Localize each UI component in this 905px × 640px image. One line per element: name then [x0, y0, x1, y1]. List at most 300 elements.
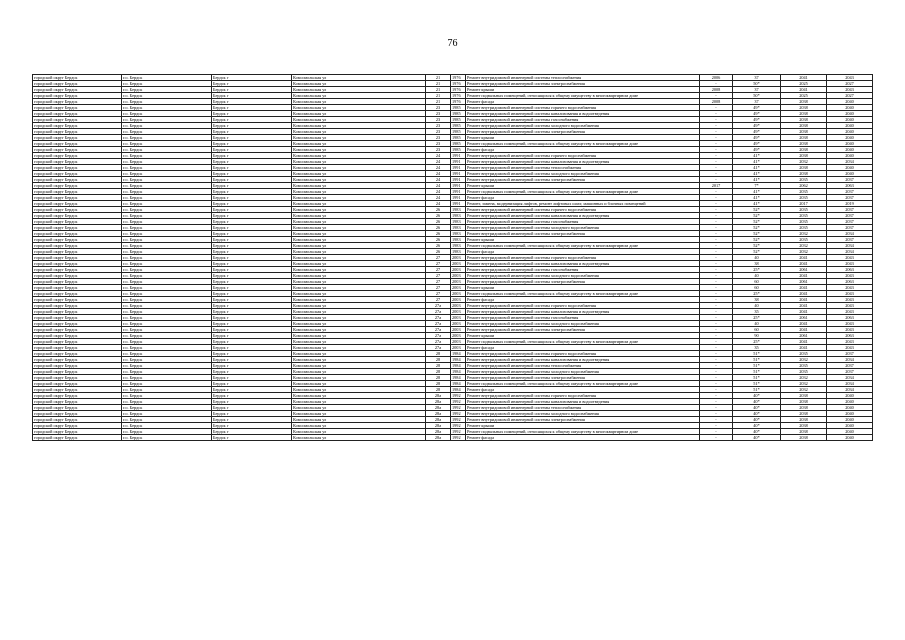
house-number-cell: 24 [426, 183, 451, 189]
wear-percent-cell: 41* [733, 201, 781, 207]
municipality-cell: городской округ Бердск [33, 207, 122, 213]
municipality-cell: городской округ Бердск [33, 261, 122, 267]
year-built-cell: 1985 [451, 147, 466, 153]
year-built-cell: 1992 [451, 393, 466, 399]
work-type-cell: Ремонт подвальных помещений, относящихся к общему имуществу в многоквартирном доме [466, 381, 700, 387]
street-cell: Комсомольская ул [292, 381, 426, 387]
plan-end-year-cell: 2043 [827, 345, 873, 351]
district-cell: г.о. Бердск [122, 267, 212, 273]
last-repair-year-cell: - [700, 285, 733, 291]
plan-start-year-cell: 2032 [781, 357, 827, 363]
year-built-cell: 1976 [451, 99, 466, 105]
street-cell: Комсомольская ул [292, 291, 426, 297]
municipality-cell: городской округ Бердск [33, 381, 122, 387]
settlement-cell: Бердск г [212, 249, 292, 255]
year-built-cell: 1991 [451, 183, 466, 189]
municipality-cell: городской округ Бердск [33, 159, 122, 165]
settlement-cell: Бердск г [212, 381, 292, 387]
last-repair-year-cell: - [700, 411, 733, 417]
year-built-cell: 1985 [451, 123, 466, 129]
settlement-cell: Бердск г [212, 177, 292, 183]
last-repair-year-cell: - [700, 177, 733, 183]
plan-end-year-cell: 2034 [827, 159, 873, 165]
work-type-cell: Ремонт фасада [466, 345, 700, 351]
plan-end-year-cell: 2063 [827, 315, 873, 321]
municipality-cell: городской округ Бердск [33, 309, 122, 315]
settlement-cell: Бердск г [212, 291, 292, 297]
work-type-cell: Ремонт внутридомовой инженерной системы газоснабжения [466, 315, 700, 321]
district-cell: г.о. Бердск [122, 147, 212, 153]
plan-start-year-cell: 2025 [781, 81, 827, 87]
house-number-cell: 28 [426, 357, 451, 363]
house-number-cell: 28 [426, 369, 451, 375]
last-repair-year-cell: - [700, 339, 733, 345]
year-built-cell: 1991 [451, 171, 466, 177]
year-built-cell: 2003 [451, 327, 466, 333]
last-repair-year-cell: - [700, 153, 733, 159]
last-repair-year-cell: - [700, 267, 733, 273]
plan-end-year-cell: 2040 [827, 399, 873, 405]
last-repair-year-cell: - [700, 255, 733, 261]
wear-percent-cell: 51* [733, 381, 781, 387]
last-repair-year-cell: - [700, 159, 733, 165]
street-cell: Комсомольская ул [292, 111, 426, 117]
table-body [33, 75, 873, 441]
house-number-cell: 28 [426, 387, 451, 393]
district-cell: г.о. Бердск [122, 261, 212, 267]
settlement-cell: Бердск г [212, 411, 292, 417]
year-built-cell: 1992 [451, 423, 466, 429]
plan-start-year-cell: 2032 [781, 243, 827, 249]
street-cell: Комсомольская ул [292, 309, 426, 315]
plan-start-year-cell: 2038 [781, 117, 827, 123]
capital-repair-table [32, 74, 873, 441]
house-number-cell: 28 [426, 381, 451, 387]
street-cell: Комсомольская ул [292, 117, 426, 123]
district-cell: г.о. Бердск [122, 243, 212, 249]
wear-percent-cell: 51* [733, 363, 781, 369]
house-number-cell: 28а [426, 399, 451, 405]
last-repair-year-cell: - [700, 399, 733, 405]
plan-end-year-cell: 2040 [827, 141, 873, 147]
last-repair-year-cell: - [700, 171, 733, 177]
plan-start-year-cell: 2038 [781, 417, 827, 423]
year-built-cell: 1984 [451, 375, 466, 381]
house-number-cell: 27 [426, 261, 451, 267]
plan-start-year-cell: 2041 [781, 297, 827, 303]
plan-end-year-cell: 2040 [827, 99, 873, 105]
plan-end-year-cell: 2040 [827, 111, 873, 117]
plan-end-year-cell: 2037 [827, 237, 873, 243]
settlement-cell: Бердск г [212, 183, 292, 189]
plan-start-year-cell: 2032 [781, 375, 827, 381]
plan-end-year-cell: 2040 [827, 153, 873, 159]
settlement-cell: Бердск г [212, 201, 292, 207]
year-built-cell: 1992 [451, 429, 466, 435]
work-type-cell: Ремонт внутридомовой инженерной системы теплоснабжения [466, 363, 700, 369]
municipality-cell: городской округ Бердск [33, 147, 122, 153]
wear-percent-cell: 51* [733, 351, 781, 357]
year-built-cell: 1985 [451, 105, 466, 111]
house-number-cell: 27а [426, 315, 451, 321]
district-cell: г.о. Бердск [122, 87, 212, 93]
wear-percent-cell: 49* [733, 111, 781, 117]
year-built-cell: 2003 [451, 291, 466, 297]
wear-percent-cell: 41* [733, 177, 781, 183]
district-cell: г.о. Бердск [122, 345, 212, 351]
plan-start-year-cell: 2061 [781, 315, 827, 321]
house-number-cell: 21 [426, 87, 451, 93]
plan-start-year-cell: 2025 [781, 93, 827, 99]
work-type-cell: Ремонт внутридомовой инженерной системы горячего водоснабжения [466, 105, 700, 111]
house-number-cell: 26 [426, 219, 451, 225]
plan-start-year-cell: 2035 [781, 189, 827, 195]
year-built-cell: 1992 [451, 411, 466, 417]
year-built-cell: 1992 [451, 435, 466, 441]
municipality-cell: городской округ Бердск [33, 165, 122, 171]
plan-end-year-cell: 2027 [827, 93, 873, 99]
settlement-cell: Бердск г [212, 309, 292, 315]
plan-end-year-cell: 2043 [827, 327, 873, 333]
district-cell: г.о. Бердск [122, 411, 212, 417]
work-type-cell: Ремонт внутридомовой инженерной системы канализования и водоотведения [466, 213, 700, 219]
work-type-cell: Ремонт внутридомовой инженерной системы канализования и водоотведения [466, 399, 700, 405]
work-type-cell: Ремонт внутридомовой инженерной системы канализования и водоотведения [466, 309, 700, 315]
plan-end-year-cell: 2043 [827, 291, 873, 297]
district-cell: г.о. Бердск [122, 183, 212, 189]
plan-end-year-cell: 2037 [827, 225, 873, 231]
municipality-cell: городской округ Бердск [33, 345, 122, 351]
street-cell: Комсомольская ул [292, 183, 426, 189]
settlement-cell: Бердск г [212, 159, 292, 165]
work-type-cell: Ремонт подвальных помещений, относящихся к общему имуществу в многоквартирном доме [466, 189, 700, 195]
district-cell: г.о. Бердск [122, 249, 212, 255]
street-cell: Комсомольская ул [292, 147, 426, 153]
municipality-cell: городской округ Бердск [33, 249, 122, 255]
house-number-cell: 27а [426, 303, 451, 309]
wear-percent-cell: 49* [733, 147, 781, 153]
street-cell: Комсомольская ул [292, 81, 426, 87]
plan-end-year-cell: 2043 [827, 339, 873, 345]
last-repair-year-cell: - [700, 381, 733, 387]
municipality-cell: городской округ Бердск [33, 273, 122, 279]
wear-percent-cell: 52* [733, 225, 781, 231]
plan-start-year-cell: 2038 [781, 105, 827, 111]
house-number-cell: 27а [426, 339, 451, 345]
year-built-cell: 2003 [451, 345, 466, 351]
plan-end-year-cell: 2034 [827, 243, 873, 249]
wear-percent-cell: 60 [733, 279, 781, 285]
year-built-cell: 1991 [451, 195, 466, 201]
work-type-cell: Ремонт внутридомовой инженерной системы горячего водоснабжения [466, 153, 700, 159]
house-number-cell: 28а [426, 429, 451, 435]
work-type-cell: Ремонт внутридомовой инженерной системы электроснабжения [466, 417, 700, 423]
plan-start-year-cell: 2035 [781, 363, 827, 369]
year-built-cell: 1983 [451, 219, 466, 225]
last-repair-year-cell: - [700, 213, 733, 219]
plan-end-year-cell: 2019 [827, 201, 873, 207]
plan-end-year-cell: 2040 [827, 105, 873, 111]
district-cell: г.о. Бердск [122, 123, 212, 129]
year-built-cell: 1984 [451, 381, 466, 387]
work-type-cell: Ремонт внутридомовой инженерной системы электроснабжения [466, 375, 700, 381]
wear-percent-cell: 51* [733, 375, 781, 381]
municipality-cell: городской округ Бердск [33, 285, 122, 291]
settlement-cell: Бердск г [212, 273, 292, 279]
house-number-cell: 23 [426, 135, 451, 141]
house-number-cell: 27а [426, 327, 451, 333]
plan-end-year-cell: 2040 [827, 405, 873, 411]
last-repair-year-cell: - [700, 333, 733, 339]
street-cell: Комсомольская ул [292, 429, 426, 435]
wear-percent-cell: 41* [733, 159, 781, 165]
street-cell: Комсомольская ул [292, 345, 426, 351]
settlement-cell: Бердск г [212, 243, 292, 249]
wear-percent-cell: 41* [733, 195, 781, 201]
work-type-cell: Ремонт подвальных помещений, относящихся к общему имуществу в многоквартирном доме [466, 243, 700, 249]
year-built-cell: 1991 [451, 201, 466, 207]
house-number-cell: 28а [426, 411, 451, 417]
last-repair-year-cell: - [700, 243, 733, 249]
plan-start-year-cell: 2038 [781, 135, 827, 141]
year-built-cell: 1983 [451, 249, 466, 255]
plan-start-year-cell: 2038 [781, 123, 827, 129]
municipality-cell: городской округ Бердск [33, 429, 122, 435]
municipality-cell: городской округ Бердск [33, 195, 122, 201]
wear-percent-cell: 49* [733, 129, 781, 135]
municipality-cell: городской округ Бердск [33, 417, 122, 423]
year-built-cell: 2003 [451, 303, 466, 309]
plan-start-year-cell: 2038 [781, 171, 827, 177]
district-cell: г.о. Бердск [122, 213, 212, 219]
municipality-cell: городской округ Бердск [33, 225, 122, 231]
district-cell: г.о. Бердск [122, 129, 212, 135]
wear-percent-cell: 40* [733, 417, 781, 423]
house-number-cell: 24 [426, 165, 451, 171]
plan-end-year-cell: 2037 [827, 207, 873, 213]
settlement-cell: Бердск г [212, 405, 292, 411]
municipality-cell: городской округ Бердск [33, 339, 122, 345]
district-cell: г.о. Бердск [122, 387, 212, 393]
work-type-cell: Ремонт фасада [466, 249, 700, 255]
year-built-cell: 1984 [451, 351, 466, 357]
wear-percent-cell: 51* [733, 387, 781, 393]
district-cell: г.о. Бердск [122, 429, 212, 435]
year-built-cell: 1991 [451, 153, 466, 159]
plan-end-year-cell: 2040 [827, 411, 873, 417]
plan-end-year-cell: 2034 [827, 249, 873, 255]
plan-start-year-cell: 2041 [781, 327, 827, 333]
wear-percent-cell: 40* [733, 423, 781, 429]
settlement-cell: Бердск г [212, 315, 292, 321]
street-cell: Комсомольская ул [292, 273, 426, 279]
year-built-cell: 1992 [451, 405, 466, 411]
house-number-cell: 28 [426, 375, 451, 381]
district-cell: г.о. Бердск [122, 405, 212, 411]
last-repair-year-cell: - [700, 111, 733, 117]
last-repair-year-cell: - [700, 201, 733, 207]
settlement-cell: Бердск г [212, 87, 292, 93]
municipality-cell: городской округ Бердск [33, 153, 122, 159]
settlement-cell: Бердск г [212, 279, 292, 285]
house-number-cell: 26 [426, 225, 451, 231]
settlement-cell: Бердск г [212, 369, 292, 375]
municipality-cell: городской округ Бердск [33, 135, 122, 141]
municipality-cell: городской округ Бердск [33, 219, 122, 225]
wear-percent-cell: 40 [733, 255, 781, 261]
district-cell: г.о. Бердск [122, 279, 212, 285]
district-cell: г.о. Бердск [122, 195, 212, 201]
work-type-cell: Ремонт фасада [466, 147, 700, 153]
last-repair-year-cell: - [700, 207, 733, 213]
work-type-cell: Ремонт внутридомовой инженерной системы холодного водоснабжения [466, 225, 700, 231]
work-type-cell: Ремонт внутридомовой инженерной системы горячего водоснабжения [466, 393, 700, 399]
year-built-cell: 1976 [451, 93, 466, 99]
wear-percent-cell: 37 [733, 75, 781, 81]
work-type-cell: Ремонт, замена, модернизация лифтов, ремонт лифтовых шахт, машинных и блочных помещений [466, 201, 700, 207]
district-cell: г.о. Бердск [122, 111, 212, 117]
street-cell: Комсомольская ул [292, 303, 426, 309]
settlement-cell: Бердск г [212, 333, 292, 339]
house-number-cell: 27а [426, 345, 451, 351]
year-built-cell: 1991 [451, 159, 466, 165]
house-number-cell: 21 [426, 81, 451, 87]
settlement-cell: Бердск г [212, 327, 292, 333]
municipality-cell: городской округ Бердск [33, 327, 122, 333]
municipality-cell: городской округ Бердск [33, 375, 122, 381]
plan-end-year-cell: 2040 [827, 165, 873, 171]
municipality-cell: городской округ Бердск [33, 369, 122, 375]
street-cell: Комсомольская ул [292, 315, 426, 321]
district-cell: г.о. Бердск [122, 399, 212, 405]
wear-percent-cell: 40* [733, 435, 781, 441]
wear-percent-cell: 25* [733, 291, 781, 297]
plan-start-year-cell: 2041 [781, 261, 827, 267]
last-repair-year-cell: - [700, 147, 733, 153]
street-cell: Комсомольская ул [292, 123, 426, 129]
district-cell: г.о. Бердск [122, 333, 212, 339]
plan-start-year-cell: 2035 [781, 369, 827, 375]
work-type-cell: Ремонт внутридомовой инженерной системы электроснабжения [466, 327, 700, 333]
wear-percent-cell: 52* [733, 237, 781, 243]
last-repair-year-cell: - [700, 237, 733, 243]
plan-start-year-cell: 2032 [781, 249, 827, 255]
work-type-cell: Ремонт подвальных помещений, относящихся к общему имуществу в многоквартирном доме [466, 429, 700, 435]
wear-percent-cell: 38 [733, 261, 781, 267]
last-repair-year-cell: - [700, 261, 733, 267]
plan-end-year-cell: 2040 [827, 147, 873, 153]
street-cell: Комсомольская ул [292, 369, 426, 375]
work-type-cell: Ремонт внутридомовой инженерной системы теплоснабжения [466, 405, 700, 411]
wear-percent-cell: 40* [733, 429, 781, 435]
settlement-cell: Бердск г [212, 135, 292, 141]
plan-start-year-cell: 2038 [781, 165, 827, 171]
district-cell: г.о. Бердск [122, 135, 212, 141]
plan-end-year-cell: 2037 [827, 195, 873, 201]
plan-start-year-cell: 2038 [781, 153, 827, 159]
district-cell: г.о. Бердск [122, 255, 212, 261]
plan-start-year-cell: 2041 [781, 303, 827, 309]
plan-start-year-cell: 2035 [781, 213, 827, 219]
settlement-cell: Бердск г [212, 285, 292, 291]
street-cell: Комсомольская ул [292, 363, 426, 369]
settlement-cell: Бердск г [212, 399, 292, 405]
street-cell: Комсомольская ул [292, 105, 426, 111]
work-type-cell: Ремонт внутридомовой инженерной системы холодного водоснабжения [466, 321, 700, 327]
street-cell: Комсомольская ул [292, 141, 426, 147]
house-number-cell: 24 [426, 195, 451, 201]
municipality-cell: городской округ Бердск [33, 399, 122, 405]
work-type-cell: Ремонт крыши [466, 135, 700, 141]
house-number-cell: 21 [426, 75, 451, 81]
street-cell: Комсомольская ул [292, 261, 426, 267]
district-cell: г.о. Бердск [122, 351, 212, 357]
street-cell: Комсомольская ул [292, 93, 426, 99]
house-number-cell: 26 [426, 213, 451, 219]
house-number-cell: 23 [426, 105, 451, 111]
wear-percent-cell: 35 [733, 309, 781, 315]
municipality-cell: городской округ Бердск [33, 297, 122, 303]
settlement-cell: Бердск г [212, 147, 292, 153]
last-repair-year-cell: - [700, 345, 733, 351]
plan-start-year-cell: 2038 [781, 411, 827, 417]
plan-end-year-cell: 2043 [827, 297, 873, 303]
wear-percent-cell: 25* [733, 267, 781, 273]
wear-percent-cell: 52* [733, 243, 781, 249]
year-built-cell: 1983 [451, 213, 466, 219]
street-cell: Комсомольская ул [292, 207, 426, 213]
plan-end-year-cell: 2043 [827, 75, 873, 81]
work-type-cell: Ремонт внутридомовой инженерной системы холодного водоснабжения [466, 273, 700, 279]
work-type-cell: Ремонт фасада [466, 435, 700, 441]
plan-start-year-cell: 2038 [781, 429, 827, 435]
plan-end-year-cell: 2040 [827, 171, 873, 177]
street-cell: Комсомольская ул [292, 411, 426, 417]
plan-end-year-cell: 2040 [827, 135, 873, 141]
settlement-cell: Бердск г [212, 213, 292, 219]
plan-end-year-cell: 2043 [827, 273, 873, 279]
wear-percent-cell: 37 [733, 87, 781, 93]
plan-end-year-cell: 2043 [827, 309, 873, 315]
district-cell: г.о. Бердск [122, 177, 212, 183]
wear-percent-cell: 52* [733, 207, 781, 213]
wear-percent-cell: 25* [733, 339, 781, 345]
plan-end-year-cell: 2034 [827, 231, 873, 237]
municipality-cell: городской округ Бердск [33, 231, 122, 237]
work-type-cell: Ремонт внутридомовой инженерной системы теплоснабжения [466, 75, 700, 81]
house-number-cell: 26 [426, 249, 451, 255]
house-number-cell: 23 [426, 129, 451, 135]
plan-end-year-cell: 2043 [827, 87, 873, 93]
year-built-cell: 2003 [451, 321, 466, 327]
street-cell: Комсомольская ул [292, 87, 426, 93]
work-type-cell: Ремонт внутридомовой инженерной системы холодного водоснабжения [466, 171, 700, 177]
plan-start-year-cell: 2041 [781, 273, 827, 279]
year-built-cell: 1992 [451, 417, 466, 423]
district-cell: г.о. Бердск [122, 321, 212, 327]
plan-start-year-cell: 2032 [781, 231, 827, 237]
wear-percent-cell: 40* [733, 393, 781, 399]
municipality-cell: городской округ Бердск [33, 213, 122, 219]
house-number-cell: 24 [426, 159, 451, 165]
year-built-cell: 1976 [451, 75, 466, 81]
street-cell: Комсомольская ул [292, 243, 426, 249]
year-built-cell: 1984 [451, 363, 466, 369]
work-type-cell: Ремонт крыши [466, 333, 700, 339]
wear-percent-cell: 41* [733, 171, 781, 177]
settlement-cell: Бердск г [212, 75, 292, 81]
settlement-cell: Бердск г [212, 231, 292, 237]
